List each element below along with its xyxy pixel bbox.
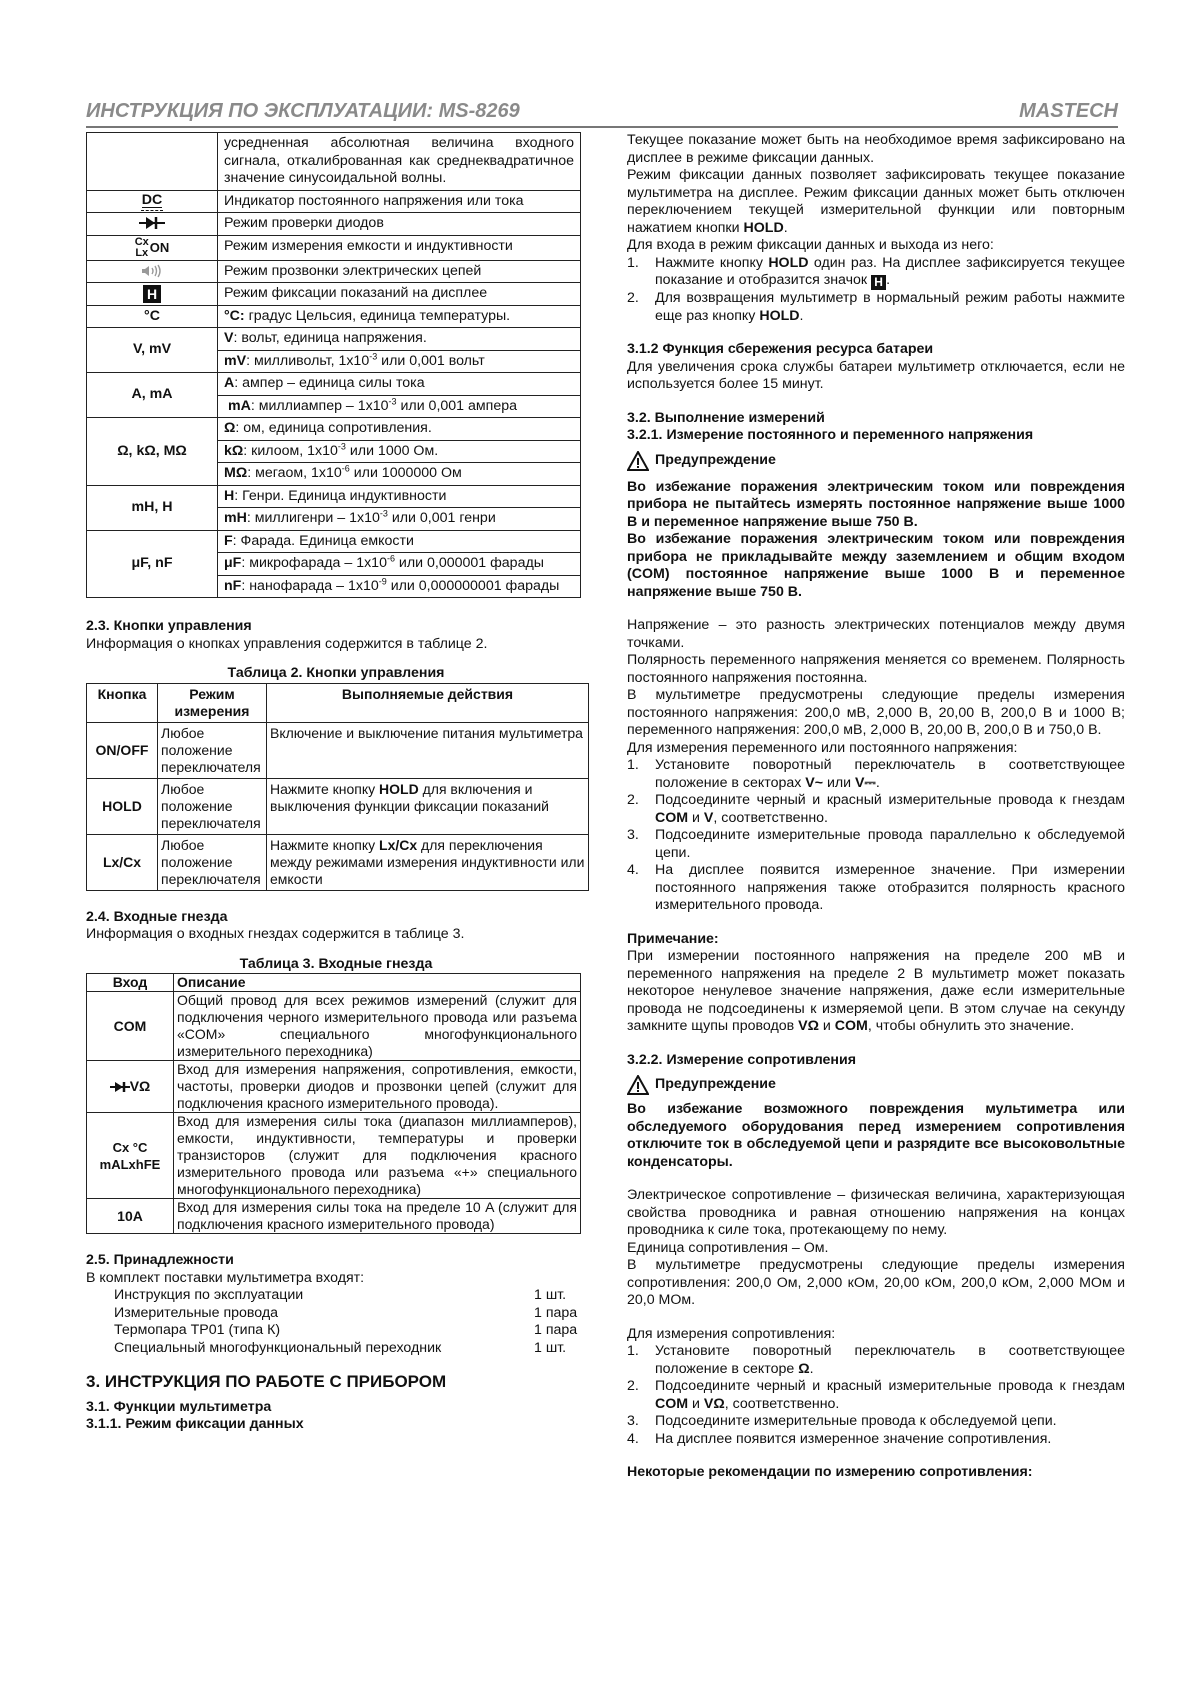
- paragraph: Единица сопротивления – Ом.: [627, 1239, 829, 1256]
- brand-name: MASTECH: [1019, 100, 1118, 122]
- list-item: Измерительные провода 1 пара: [114, 1304, 578, 1321]
- table-row: [87, 260, 581, 283]
- symbol-desc: Индикатор постоянного напряжения или тока: [218, 190, 581, 213]
- table-row: [87, 305, 581, 328]
- hold-steps: [627, 255, 1125, 326]
- paragraph: Напряжение – это разность электрических потенциалов между двумя точками.: [627, 617, 1125, 651]
- document-title: ИНСТРУКЦИЯ ПО ЭКСПЛУАТАЦИИ: MS-8269: [86, 100, 520, 122]
- table-row: Ω, kΩ, MΩ Ω: ом, единица сопротивления.: [87, 418, 581, 441]
- table-row: [87, 213, 581, 236]
- henry-symbol: mH, H: [87, 485, 218, 530]
- list-item: 3. Подсоедините измерительные провода параллельно к обследуемой цепи.: [627, 827, 1125, 861]
- symbol-desc: усредненная абсолютная величина входного сигнала, откалиброванная как среднеквадратичное значение синусоидальной волны.: [218, 133, 581, 191]
- section-title: 2.4. Входные гнезда: [86, 908, 228, 925]
- section-title: 2.3. Кнопки управления: [86, 618, 252, 634]
- list-item: 1. Нажмите кнопку HOLD один раз. На дисплее зафиксируется текущее показание и отобразится значок H .: [627, 254, 1126, 289]
- table-row: mH, H H: Генри. Единица индуктивности: [87, 485, 581, 508]
- hold-icon: H: [871, 275, 886, 290]
- section-title: 3.2.2. Измерение сопротивления: [627, 1051, 856, 1068]
- table-header-row: Кнопка Режим измерения Выполняемые действия: [87, 683, 589, 722]
- table-row: nF: нанофарада – $1x10^{-9}$ или 0,000000001 фарады: [87, 575, 581, 598]
- table-row: mH: миллигенри – $1x10^{-3}$ или 0,001 генри: [87, 508, 581, 531]
- list-item: 4. На дисплее появится измеренное значение. При измерении постоянного напряжения также отобразится полярность красного измерительного провода.: [627, 862, 1125, 913]
- list-item: 4. На дисплее появится измеренное значение сопротивления.: [627, 1430, 1052, 1447]
- note-title: Примечание:: [627, 930, 719, 947]
- section-title: 3.2.1. Измерение постоянного и переменного напряжения: [627, 427, 1034, 443]
- table-row: Lx/Cx Любое положение переключателя Нажмите кнопку Lx/Cx для переключения между режимами измерения индуктивности или емкости: [87, 834, 589, 890]
- table-row: HOLD Любое положение переключателя Нажмите кнопку HOLD для включения и выключения функции фиксации показаний: [87, 778, 589, 834]
- warning-icon: [627, 451, 649, 471]
- table-row: A, mA A: ампер – единица силы тока: [87, 373, 581, 396]
- table-row: kΩ: килоом, $1x10^{-3}$ или 1000 Ом.: [87, 440, 581, 463]
- section-title: 2.5. Принадлежности: [86, 1252, 234, 1268]
- paragraph: В комплект поставки мультиметра входят:: [86, 1269, 365, 1286]
- warning-text: Во избежание поражения электрическим током или повреждения прибора не прикладывайте между заземлением и общим входом (COM) постоянное напряжение выше 1000 В и переменное напряжение выше 750 В.: [627, 531, 1125, 600]
- symbol-desc: Режим фиксации показаний на дисплее: [218, 283, 581, 306]
- inputs-table: [86, 973, 581, 1234]
- page-header: [86, 100, 1118, 128]
- symbol-desc: °C: градус Цельсия, единица температуры.: [218, 305, 581, 328]
- symbol-desc: Режим измерения емкости и индуктивности: [218, 235, 581, 260]
- table-row: V, mV V: вольт, единица напряжения.: [87, 328, 581, 351]
- section-title: 3.1.1. Режим фиксации данных: [86, 1416, 304, 1432]
- cap-ind-symbol: Cx Lx ON: [87, 235, 218, 260]
- warning-text: Во избежание поражения электрическим током или повреждения прибора не пытайтесь измерять постоянное напряжение выше 1000 В и переменное напряжение выше 750 В.: [627, 478, 1125, 530]
- diode-icon: [110, 1081, 130, 1093]
- table-row: Cx °C mALxhFE Вход для измерения силы тока (диапазон миллиамперов), емкости, индуктивности, температуры и проверки транзисторов (служит для подключения красного измерительного провода или разъема «+» специального многофункционального переходника): [87, 1113, 581, 1199]
- paragraph: Режим фиксации данных позволяет зафиксировать текущее показание мультиметра на дисплее. Режим фиксации данных может быть отключен переключением текущей измерительной функции или повторным нажатием кнопки HOLD.: [627, 167, 1125, 236]
- right-column: [627, 132, 1125, 1482]
- voltage-steps: [627, 757, 1125, 915]
- resistance-steps: [627, 1343, 1125, 1448]
- table-row: MΩ: мегаом, $1x10^{-6}$ или 1000000 Ом: [87, 463, 581, 486]
- list-item: Специальный многофункциональный переходник 1 шт.: [114, 1339, 567, 1356]
- list-item: 2. Подсоедините черный и красный измерительные провода к гнездам COM и VΩ, соответственно.: [627, 1378, 1125, 1412]
- table-row: [87, 235, 581, 260]
- hold-icon: H: [143, 285, 161, 303]
- list-item: 2. Для возвращения мультиметр в нормальный режим работы нажмите еще раз кнопку HOLD.: [627, 290, 1125, 324]
- symbol-desc: Режим прозвонки электрических цепей: [218, 260, 581, 283]
- list-item: Термопара TP01 (типа К) 1 пара: [114, 1322, 578, 1338]
- paragraph: Для входа в режим фиксации данных и выхода из него:: [627, 237, 994, 253]
- section-title: 3.1. Функции мультиметра: [86, 1398, 272, 1415]
- warning-text: Во избежание возможного повреждения мультиметра или обследуемого оборудования перед измерением сопротивления отключите ток в обследуемой цепи и разрядите все высоковольтные конденсаторы.: [627, 1101, 1125, 1170]
- table-row: μF, nF F: Фарада. Единица емкости: [87, 530, 581, 553]
- table-row: μF: микрофарада – $1x10^{-6}$ или 0,000001 фарады: [87, 553, 581, 576]
- celsius-symbol: °C: [87, 305, 218, 328]
- paragraph: Информация о кнопках управления содержится в таблице 2.: [86, 635, 488, 652]
- list-item: 3. Подсоедините измерительные провода к обследуемой цепи.: [627, 1413, 1057, 1429]
- warning-heading: Предупреждение: [627, 451, 1125, 471]
- table-header-row: Вход Описание: [87, 974, 581, 992]
- paragraph: Для измерения сопротивления:: [627, 1325, 836, 1342]
- paragraph: Для увеличения срока службы батареи мультиметр отключается, если не используется более 15 минут.: [627, 358, 1125, 392]
- section-title: 3.1.2 Функция сбережения ресурса батареи: [627, 341, 934, 357]
- diode-icon: [139, 216, 165, 230]
- amp-symbol: A, mA: [87, 373, 218, 418]
- section-title: Некоторые рекомендации по измерению сопротивления:: [627, 1464, 1033, 1480]
- table-caption: Таблица 2. Кнопки управления: [227, 665, 445, 681]
- section-title: 3.2. Выполнение измерений: [627, 409, 825, 426]
- table-row: 10A Вход для измерения силы тока на пределе 10 A (служит для подключения красного измерительного провода): [87, 1199, 581, 1234]
- paragraph: При измерении постоянного напряжения на пределе 200 мВ и переменного напряжения на пределе 2 В мультиметр может показать некоторое ненулевое значение напряжения, даже если измерительные провода не подсоединены к измеряемой цепи. В этом случае на секунду замкните щупы проводов VΩ и COM, чтобы обнулить это значение.: [627, 948, 1125, 1034]
- table-row: COM Общий провод для всех режимов измерений (служит для подключения черного измерительного провода или разъема «COM» специального многофункционального измерительного переходника): [87, 992, 581, 1061]
- warning-icon: [627, 1075, 649, 1095]
- table-row: ON/OFF Любое положение переключателя Включение и выключение питания мультиметра: [87, 722, 589, 778]
- paragraph: Электрическое сопротивление – физическая величина, характеризующая свойства проводника и равная отношению напряжения на концах проводника к силе тока, протекающему по нему.: [627, 1187, 1125, 1238]
- left-column: [86, 132, 586, 1434]
- table-row: [87, 190, 581, 213]
- volt-symbol: V, mV: [87, 328, 218, 373]
- paragraph: В мультиметре предусмотрены следующие пределы измерения сопротивления: 200,0 Ом, 2,000 кОм, 20,00 кОм, 200,0 кОм, 2,000 МОм и 20,0 МОм.: [627, 1257, 1125, 1308]
- buttons-table: [86, 683, 589, 891]
- paragraph: Информация о входных гнездах содержится в таблице 3.: [86, 926, 465, 942]
- table-row: mA: миллиампер – $1x10^{-3}$ или 0,001 ампера: [87, 395, 581, 418]
- chapter-title: 3. ИНСТРУКЦИЯ ПО РАБОТЕ С ПРИБОРОМ: [86, 1372, 447, 1391]
- paragraph: Полярность переменного напряжения меняется со временем. Полярность постоянного напряжения постоянна.: [627, 652, 1125, 686]
- paragraph: В мультиметре предусмотрены следующие пределы измерения постоянного напряжения: 200,0 мВ, 2,000 В, 20,00 В, 200,0 В и 1000 В; переменного напряжения: 200,0 мВ, 2,000 В, 20,00 В, 200,0 В и 750,0 В.: [627, 687, 1125, 738]
- symbols-table: [86, 132, 581, 598]
- farad-symbol: μF, nF: [87, 530, 218, 598]
- buzzer-icon: [141, 264, 163, 278]
- dc-symbol: DC: [87, 190, 218, 213]
- symbol-desc: Режим проверки диодов: [218, 213, 581, 236]
- list-item: 1. Установите поворотный переключатель в соответствующее положение в секторах V~ или V⎓.: [627, 757, 1125, 791]
- accessories-list: [86, 1287, 586, 1357]
- list-item: Инструкция по эксплуатации 1 шт.: [114, 1287, 567, 1303]
- table-row: VΩ Вход для измерения напряжения, сопротивления, емкости, частоты, проверки диодов и прозвонки цепей (служит для подключения красного измерительного провода).: [87, 1061, 581, 1113]
- list-item: 2. Подсоедините черный и красный измерительные провода к гнездам COM и V, соответственно.: [627, 792, 1125, 826]
- ohm-symbol: Ω, kΩ, MΩ: [87, 418, 218, 486]
- table-row: mV: милливольт, $1x10^{-3}$ или 0,001 вольт: [87, 350, 581, 373]
- paragraph: Для измерения переменного или постоянного напряжения:: [627, 739, 1018, 756]
- table-row: [87, 133, 581, 191]
- paragraph: Текущее показание может быть на необходимое время зафиксировано на дисплее в режиме фиксации данных.: [627, 132, 1125, 166]
- warning-heading: Предупреждение: [627, 1075, 1125, 1095]
- table-row: [87, 283, 581, 306]
- table-caption: Таблица 3. Входные гнезда: [239, 955, 433, 972]
- list-item: 1. Установите поворотный переключатель в соответствующее положение в секторе Ω.: [627, 1343, 1125, 1377]
